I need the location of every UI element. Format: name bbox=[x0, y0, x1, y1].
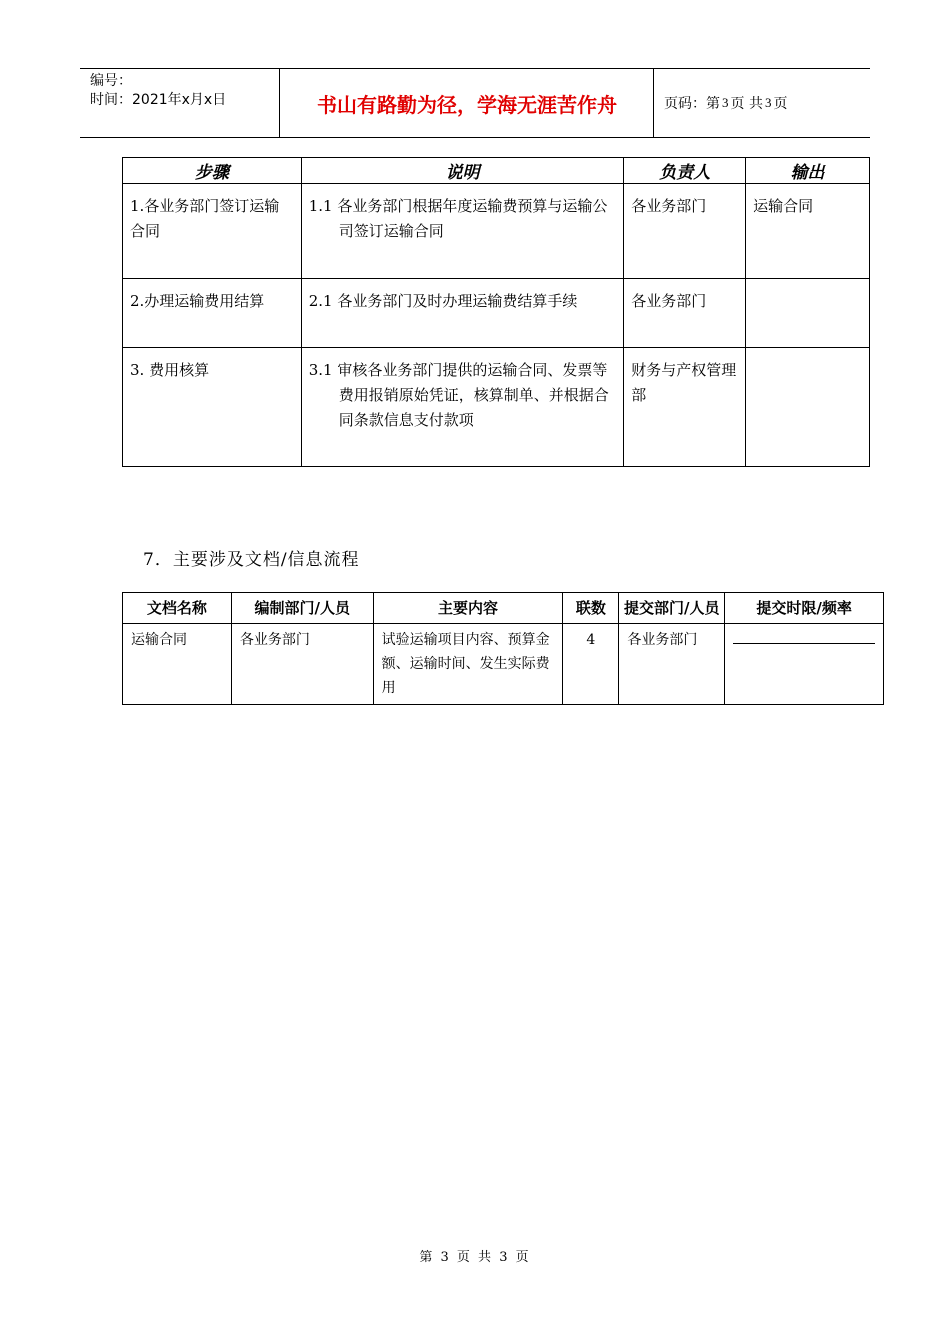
copies-cell: 4 bbox=[563, 624, 619, 705]
dept-cell: 各业务部门 bbox=[231, 624, 373, 705]
table-row bbox=[123, 184, 870, 279]
col-output: 输出 bbox=[746, 158, 870, 184]
table-row bbox=[123, 348, 870, 467]
number-label: 编号： bbox=[90, 73, 132, 89]
desc-cell bbox=[301, 348, 624, 467]
header-motto: 书山有路勤为径，学海无涯苦作舟 bbox=[281, 69, 654, 137]
deadline-underline bbox=[733, 643, 875, 644]
doc-name-cell: 运输合同 bbox=[123, 624, 232, 705]
page-prefix: 页码：第 bbox=[664, 96, 720, 112]
desc-text: 2.1 各业务部门及时办理运输费结算手续 bbox=[308, 292, 578, 310]
page-header bbox=[80, 68, 870, 138]
col-copies: 联数 bbox=[563, 593, 619, 624]
output-cell: 运输合同 bbox=[746, 184, 870, 279]
page-total: 3 bbox=[764, 95, 772, 110]
step-cell: 1.各业务部门签订运输合同 bbox=[123, 184, 302, 279]
table-row bbox=[123, 624, 884, 705]
section-title: 7．主要涉及文档/信息流程 bbox=[143, 550, 360, 570]
col-dept: 编制部门/人员 bbox=[231, 593, 373, 624]
desc-text: 1.1 各业务部门根据年度运输费预算与运输公司签订运输合同 bbox=[308, 197, 608, 240]
content-cell: 试验运输项目内容、预算金额、运输时间、发生实际费用 bbox=[373, 624, 563, 705]
submit-dept-cell: 各业务部门 bbox=[619, 624, 725, 705]
page-suffix: 页 bbox=[773, 96, 788, 112]
output-cell bbox=[746, 348, 870, 467]
deadline-cell bbox=[725, 624, 884, 705]
owner-cell: 各业务部门 bbox=[624, 279, 746, 348]
time-label: 时间：2021年x月x日 bbox=[90, 92, 227, 108]
desc-cell bbox=[301, 184, 624, 279]
page-footer: 第 3 页 共 3 页 bbox=[419, 1250, 531, 1265]
steps-table bbox=[122, 157, 870, 467]
header-page-info bbox=[664, 69, 870, 137]
desc-cell bbox=[301, 279, 624, 348]
docs-table bbox=[122, 592, 884, 705]
owner-cell: 财务与产权管理部 bbox=[624, 348, 746, 467]
col-step: 步骤 bbox=[123, 158, 302, 184]
col-submit-dept: 提交部门/人员 bbox=[619, 593, 725, 624]
output-cell bbox=[746, 279, 870, 348]
page-current: 3 bbox=[722, 95, 729, 110]
col-deadline: 提交时限/频率 bbox=[725, 593, 884, 624]
step-cell: 2.办理运输费用结算 bbox=[123, 279, 302, 348]
desc-text: 3.1 审核各业务部门提供的运输合同、发票等费用报销原始凭证，核算制单、并根据合同条款信息支付款项 bbox=[308, 361, 609, 429]
col-desc: 说明 bbox=[301, 158, 624, 184]
col-content: 主要内容 bbox=[373, 593, 563, 624]
col-doc-name: 文档名称 bbox=[123, 593, 232, 624]
owner-cell: 各业务部门 bbox=[624, 184, 746, 279]
header-meta bbox=[80, 69, 280, 137]
steps-header-row bbox=[123, 158, 870, 184]
table-row bbox=[123, 279, 870, 348]
col-owner: 负责人 bbox=[624, 158, 746, 184]
docs-header-row bbox=[123, 593, 884, 624]
step-cell: 3. 费用核算 bbox=[123, 348, 302, 467]
page-mid: 页 共 bbox=[730, 96, 763, 112]
